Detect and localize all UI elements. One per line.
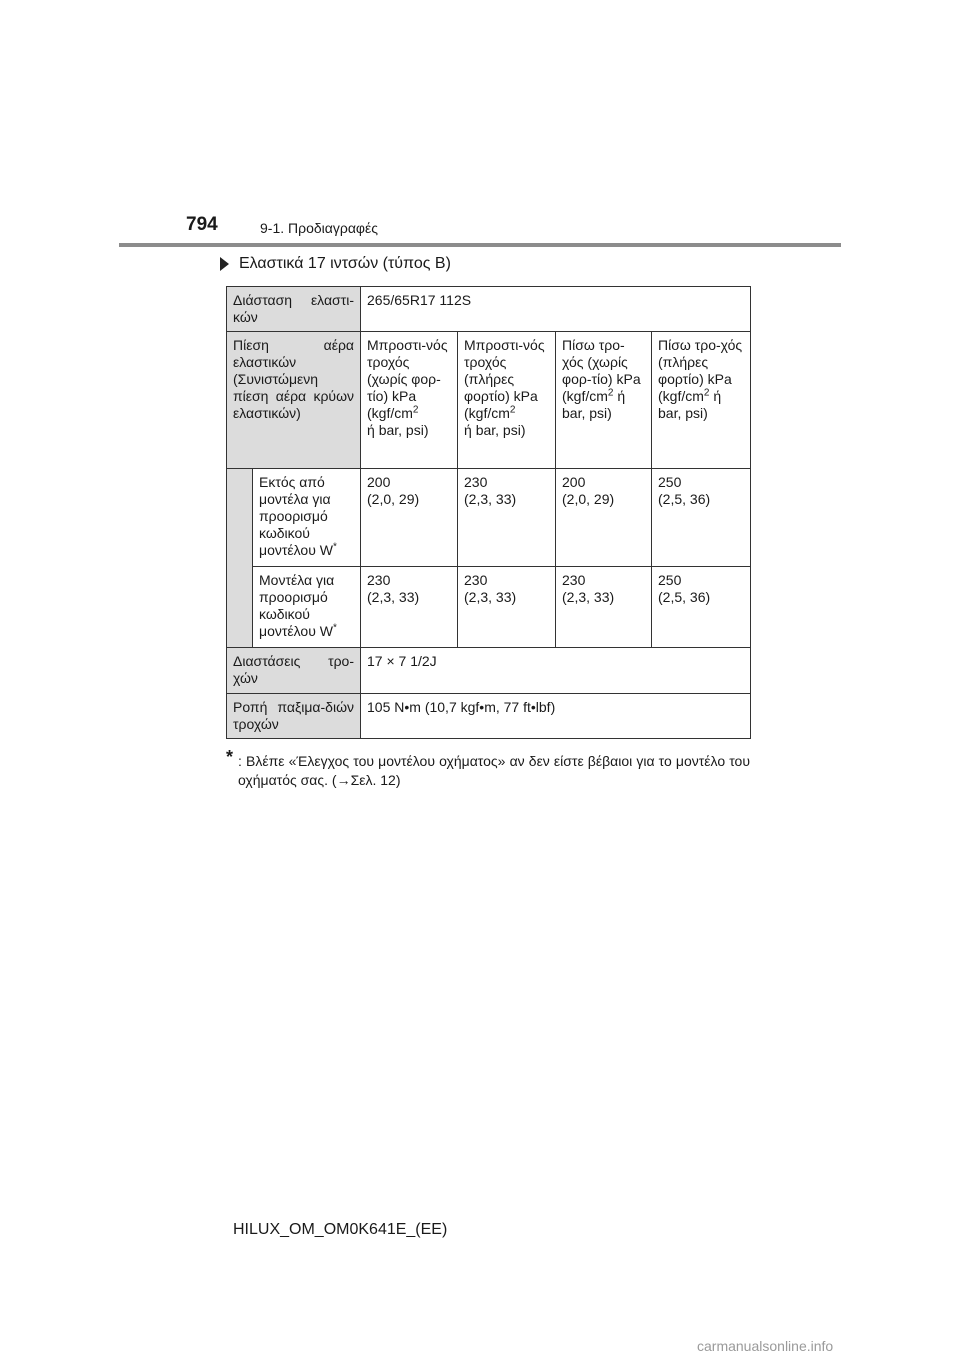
subheading: [220, 255, 451, 273]
tire-size-value: 265/65R17 112S: [361, 287, 751, 332]
table-cell: 230 (2,3, 33): [556, 567, 652, 648]
table-cell: 200 (2,0, 29): [556, 469, 652, 567]
col-header-front-unloaded: Μπροστι-νός τροχός (χωρίς φορ-τίο) kPa ($kgf/cm^2$ ή bar, psi): [361, 332, 458, 469]
table-cell: 230 (2,3, 33): [458, 469, 556, 567]
table-cell: 250 (2,5, 36): [652, 469, 751, 567]
pressure-label-continuation: [227, 469, 253, 648]
header-rule: [119, 243, 841, 247]
page-number: 794: [186, 214, 218, 235]
footnote-asterisk: *: [226, 747, 234, 767]
table-cell: 250 (2,5, 36): [652, 567, 751, 648]
table-row-pressure-header: [227, 332, 751, 469]
wheel-size-value: 17 × 7 1/2J: [361, 648, 751, 694]
wheel-size-label: Διαστάσεις τρο-χών: [227, 648, 361, 694]
triangle-bullet-icon: [220, 257, 229, 271]
table-row-w-models: [227, 567, 751, 648]
row-label-w: Μοντέλα για προορισμό κωδικού μοντέλου W*: [253, 567, 361, 648]
lug-nut-torque-label: Ροπή παξιμα-διών τροχών: [227, 694, 361, 739]
row-label-non-w: Εκτός από μοντέλα για προορισμό κωδικού μοντέλου W*: [253, 469, 361, 567]
col-header-front-loaded: Μπροστι-νός τροχός (πλήρες φορτίο) kPa ($kgf/cm^2$ ή bar, psi): [458, 332, 556, 469]
tire-size-label: Διάσταση ελαστι-κών: [227, 287, 361, 332]
table-row-lug-nut-torque: [227, 694, 751, 739]
col-header-rear-unloaded: Πίσω τρο-χός (χωρίς φορ-τίο) kPa ($kgf/cm^2$ ή bar, psi): [556, 332, 652, 469]
watermark: carmanualsonline.info: [697, 1338, 834, 1354]
table-cell: 200 (2,0, 29): [361, 469, 458, 567]
col-header-rear-loaded: Πίσω τρο-χός (πλήρες φορτίο) kPa ($kgf/cm^2$ ή bar, psi): [652, 332, 751, 469]
footnote-text: : Βλέπε «Έλεγχος του μοντέλου οχήματος» αν δεν είστε βέβαιοι για το μοντέλο του οχήματός σας. (→Σελ. 12): [238, 753, 750, 788]
table-row-non-w-models: [227, 469, 751, 567]
table-cell: 230 (2,3, 33): [361, 567, 458, 648]
tire-spec-table: [226, 286, 751, 739]
section-title: 9-1. Προδιαγραφές: [260, 220, 378, 236]
table-row-wheel-size: [227, 648, 751, 694]
table-cell: 230 (2,3, 33): [458, 567, 556, 648]
subheading-text: Ελαστικά 17 ιντσών (τύπος B): [239, 255, 451, 272]
document-code: HILUX_OM_OM0K641E_(EE): [233, 1221, 448, 1238]
table-row-tire-size: [227, 287, 751, 332]
lug-nut-torque-value: 105 N•m (10,7 kgf•m, 77 ft•lbf): [361, 694, 751, 739]
footnote: [226, 747, 750, 790]
pressure-label: Πίεση αέρα ελαστικών (Συνιστώμενη πίεση αέρα κρύων ελαστικών): [227, 332, 361, 469]
